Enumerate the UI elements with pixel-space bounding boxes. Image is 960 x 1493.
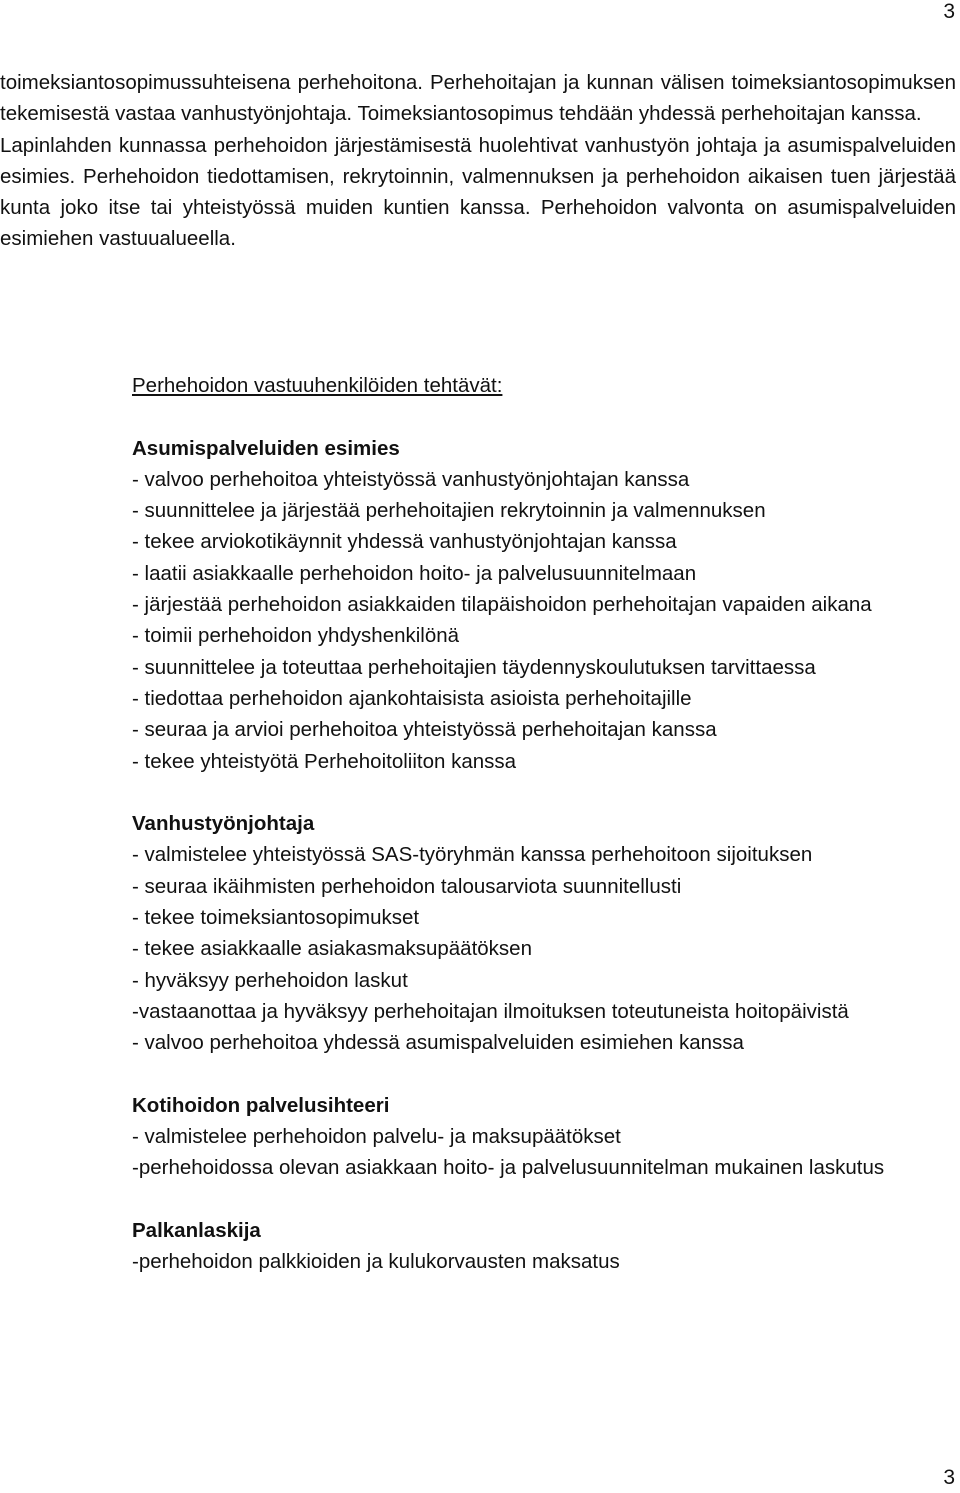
intro-paragraph: Lapinlahden kunnassa perhehoidon järjestämisestä huolehtivat vanhustyön johtaja ja asumispalveluiden esimies. Perhehoidon tiedottamisen, rekrytoinnin, valmennuksen ja perhehoidon aikaisen tuen järjestää kunta joko itse tai yhteistyössä muiden kuntien kanssa. Perhehoidon valvonta on asumispalveluiden esimiehen vastuualueella. bbox=[0, 133, 956, 251]
task-list bbox=[132, 1246, 957, 1277]
task-item: - tekee asiakkaalle asiakasmaksupäätöksen bbox=[132, 937, 532, 961]
task-item: - valmistelee yhteistyössä SAS-työryhmän kanssa perhehoitoon sijoituksen bbox=[132, 843, 813, 867]
role-title: Asumispalveluiden esimies bbox=[132, 436, 400, 460]
task-item: - laatii asiakkaalle perhehoidon hoito- ja palvelusuunnitelmaan bbox=[132, 561, 697, 585]
task-item: - tiedottaa perhehoidon ajankohtaisista asioista perhehoitajille bbox=[132, 686, 692, 710]
task-list bbox=[132, 464, 957, 777]
role-title: Vanhustyönjohtaja bbox=[132, 812, 315, 836]
page-number-top: 3 bbox=[943, 0, 955, 23]
role-palkanlaskija bbox=[132, 1215, 957, 1278]
task-item: - valmistelee perhehoidon palvelu- ja maksupäätökset bbox=[132, 1125, 621, 1149]
task-item: - valvoo perhehoitoa yhdessä asumispalveluiden esimiehen kanssa bbox=[132, 1031, 744, 1055]
role-title: Palkanlaskija bbox=[132, 1219, 261, 1243]
task-item: -perhehoidossa olevan asiakkaan hoito- ja palvelusuunnitelman mukainen laskutus bbox=[132, 1156, 885, 1180]
role-vanhustyonjohtaja bbox=[132, 808, 957, 1058]
task-item: - valvoo perhehoitoa yhteistyössä vanhustyönjohtajan kanssa bbox=[132, 467, 690, 491]
task-item: - suunnittelee ja toteuttaa perhehoitajien täydennyskoulutuksen tarvittaessa bbox=[132, 655, 816, 679]
task-item: - seuraa ikäihmisten perhehoidon talousarviota suunnitellusti bbox=[132, 874, 682, 898]
page-number-bottom: 3 bbox=[943, 1466, 955, 1489]
task-item: -perhehoidon palkkioiden ja kulukorvausten maksatus bbox=[132, 1250, 620, 1274]
task-item: - hyväksyy perhehoidon laskut bbox=[132, 968, 408, 992]
task-list bbox=[132, 1121, 957, 1184]
responsibilities-section bbox=[132, 370, 957, 1309]
intro-text bbox=[0, 67, 956, 255]
intro-paragraph: toimeksiantosopimussuhteisena perhehoitona. Perhehoitajan ja kunnan välisen toimeksiantosopimuksen tekemisestä vastaa vanhustyönjohtaja. Toimeksiantosopimus tehdään yhdessä perhehoitajan kanssa. bbox=[0, 71, 956, 126]
task-item: - suunnittelee ja järjestää perhehoitajien rekrytoinnin ja valmennuksen bbox=[132, 499, 766, 523]
task-item: - toimii perhehoidon yhdyshenkilönä bbox=[132, 624, 460, 648]
task-item: -vastaanottaa ja hyväksyy perhehoitajan ilmoituksen toteutuneista hoitopäivistä bbox=[132, 999, 849, 1023]
responsibilities-heading: Perhehoidon vastuuhenkilöiden tehtävät: bbox=[132, 374, 503, 397]
task-item: - tekee arviokotikäynnit yhdessä vanhustyönjohtajan kanssa bbox=[132, 530, 677, 554]
task-list bbox=[132, 839, 957, 1058]
task-item: - tekee toimeksiantosopimukset bbox=[132, 906, 420, 930]
role-kotihoidon-palvelusihteeri bbox=[132, 1090, 957, 1184]
role-asumispalveluiden-esimies bbox=[132, 433, 957, 777]
task-item: - tekee yhteistyötä Perhehoitoliiton kanssa bbox=[132, 749, 517, 773]
role-title: Kotihoidon palvelusihteeri bbox=[132, 1093, 390, 1117]
task-item: - seuraa ja arvioi perhehoitoa yhteistyössä perhehoitajan kanssa bbox=[132, 718, 717, 742]
task-item: - järjestää perhehoidon asiakkaiden tilapäishoidon perhehoitajan vapaiden aikana bbox=[132, 593, 872, 617]
